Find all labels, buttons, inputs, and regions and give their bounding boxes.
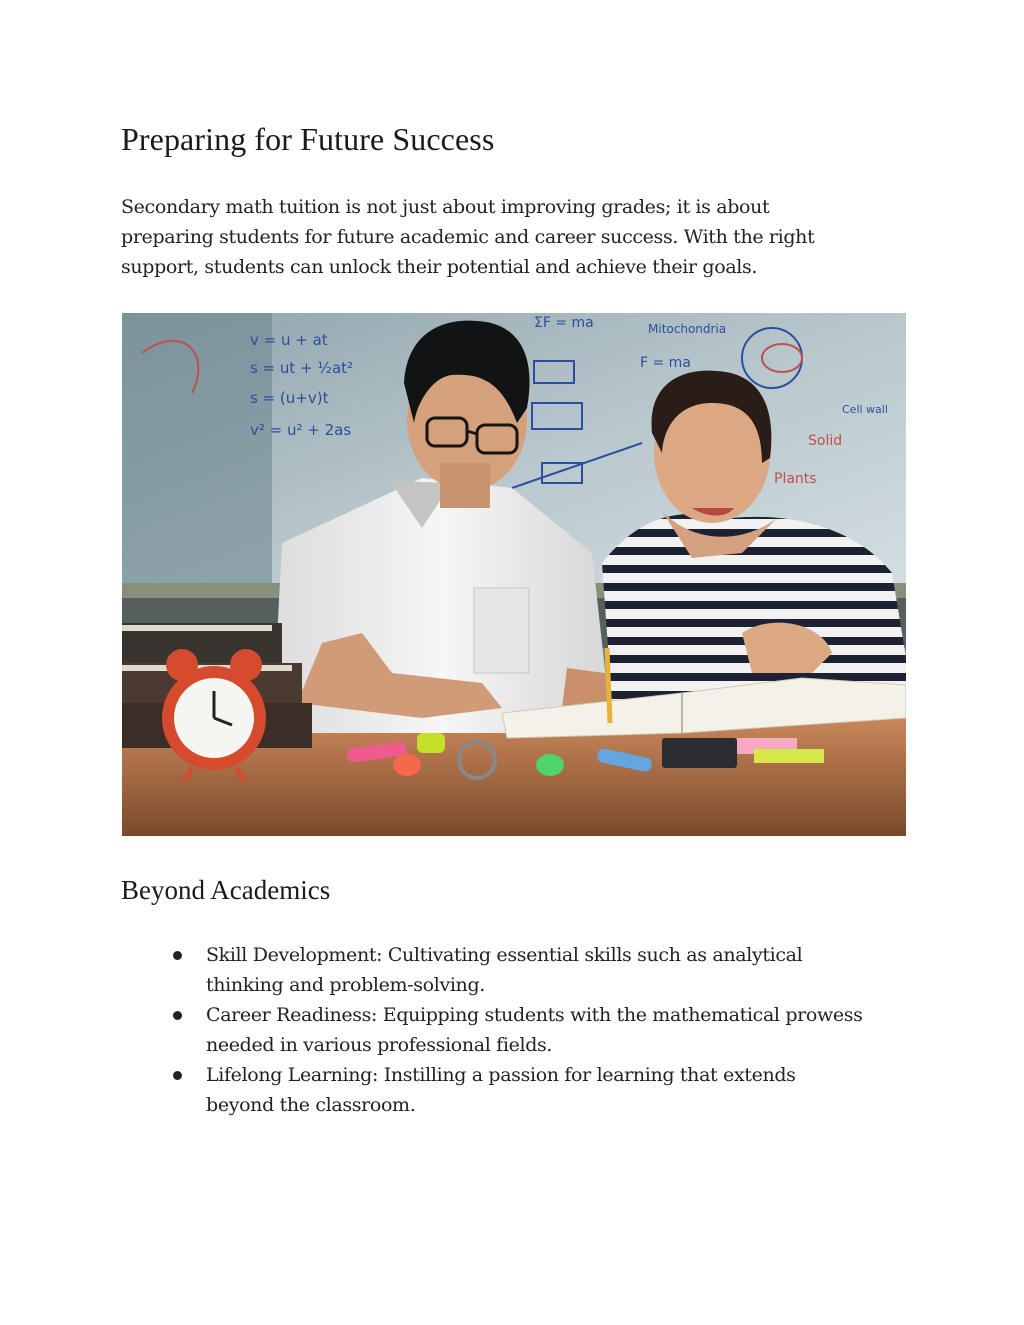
list-item-line: Skill Development: Cultivating essential skills such as analytical xyxy=(206,944,803,966)
list-item-line: beyond the classroom. xyxy=(206,1094,416,1116)
bullet-icon xyxy=(173,1011,182,1020)
section-heading-future-success: Preparing for Future Success xyxy=(121,121,495,157)
list-item-line: Lifelong Learning: Instilling a passion for learning that extends xyxy=(206,1064,796,1086)
paragraph-line: Secondary math tuition is not just about improving grades; it is about xyxy=(121,196,770,218)
paragraph-line: support, students can unlock their potential and achieve their goals. xyxy=(121,256,758,278)
list-item-line: thinking and problem-solving. xyxy=(206,974,485,996)
board-text: s = (u+v)t xyxy=(250,389,329,407)
board-text: Solid xyxy=(808,433,843,449)
intro-paragraph xyxy=(121,192,911,282)
board-text: v² = u² + 2as xyxy=(250,421,352,439)
benefits-list xyxy=(160,940,920,1120)
bullet-icon xyxy=(173,951,182,960)
bullet-icon xyxy=(173,1071,182,1080)
list-item xyxy=(160,1060,920,1120)
board-text: F = ma xyxy=(640,355,691,371)
board-text: Cell wall xyxy=(842,403,888,416)
board-text: Plants xyxy=(774,471,817,487)
paragraph-line: preparing students for future academic and career success. With the right xyxy=(121,226,815,248)
board-text: v = u + at xyxy=(250,331,328,349)
list-item-line: Career Readiness: Equipping students with the mathematical prowess xyxy=(206,1004,863,1026)
list-item xyxy=(160,1000,920,1060)
board-text: Mitochondria xyxy=(648,322,727,336)
board-text: ΣF = ma xyxy=(534,315,594,331)
list-item xyxy=(160,940,920,1000)
list-item-line: needed in various professional fields. xyxy=(206,1034,553,1056)
tutoring-photo xyxy=(122,313,906,836)
board-text: s = ut + ½at² xyxy=(250,359,354,377)
section-heading-beyond-academics: Beyond Academics xyxy=(121,875,331,905)
